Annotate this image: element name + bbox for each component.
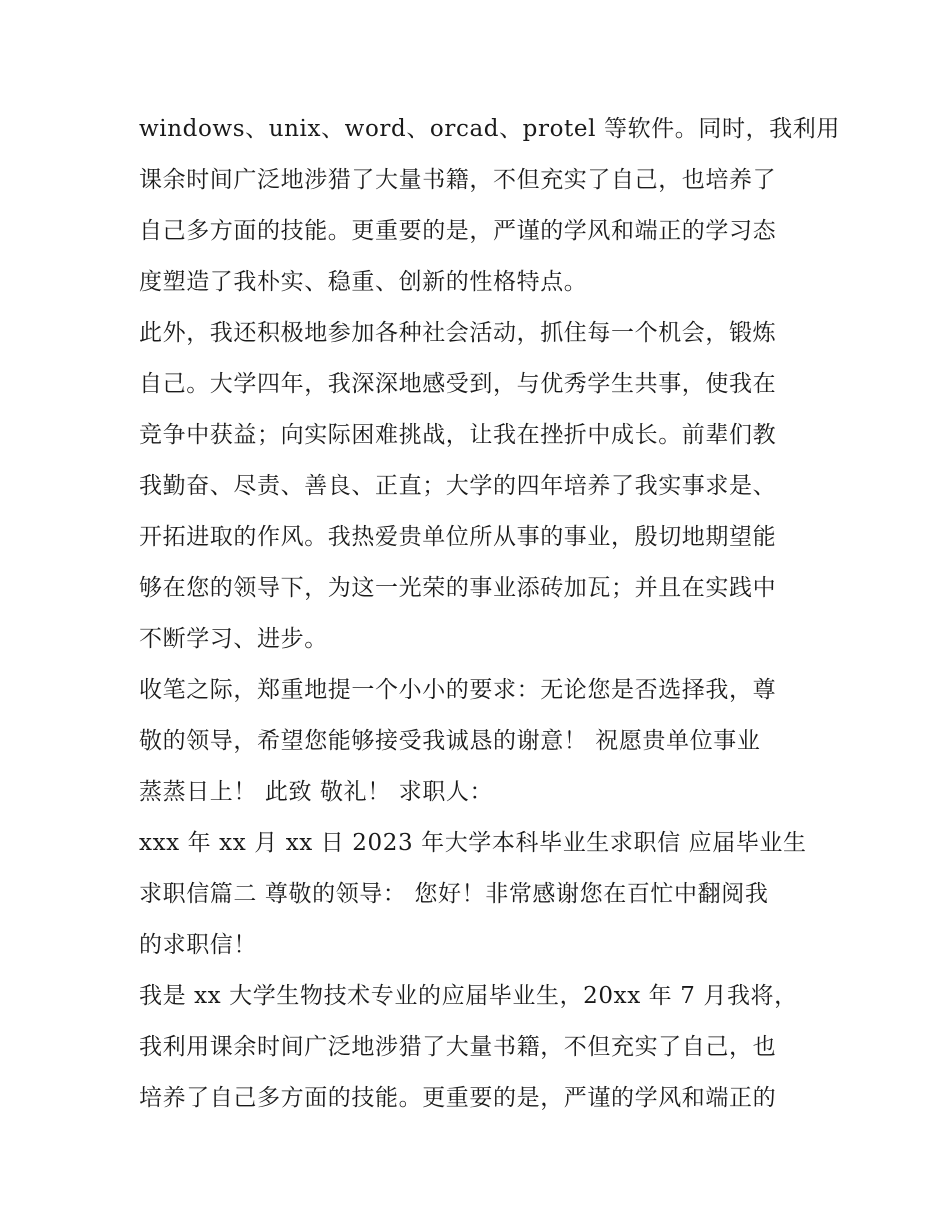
- text-line: 课余时间广泛地涉猎了大量书籍，不但充实了自己，也培养了: [139, 167, 777, 193]
- text-line: 收笔之际，郑重地提一个小小的要求：无论您是否选择我，尊: [139, 677, 777, 703]
- paragraph-closing: [139, 665, 819, 818]
- text-line: 我勤奋、尽责、善良、正直；大学的四年培养了我实事求是、: [139, 473, 777, 499]
- paragraph-introduction: [139, 971, 819, 1124]
- text-line: 蒸蒸日上！ 此致 敬礼！ 求职人：: [139, 779, 494, 805]
- text-line: 敬的领导，希望您能够接受我诚恳的谢意！ 祝愿贵单位事业: [139, 728, 761, 754]
- text-line: 培养了自己多方面的技能。更重要的是，严谨的学风和端正的: [139, 1085, 777, 1111]
- text-line: 此外，我还积极地参加各种社会活动，抓住每一个机会，锻炼: [139, 320, 777, 346]
- text-line: 的求职信！: [139, 932, 257, 958]
- text-line: 不断学习、进步。: [139, 626, 328, 652]
- text-line: 求职信篇二 尊敬的领导： 您好！非常感谢您在百忙中翻阅我: [139, 881, 769, 907]
- text-line: 我利用课余时间广泛地涉猎了大量书籍，不但充实了自己，也: [139, 1034, 777, 1060]
- text-line: 开拓进取的作风。我热爱贵单位所从事的事业，殷切地期望能: [139, 524, 777, 550]
- text-line: 自己多方面的技能。更重要的是，严谨的学风和端正的学习态: [139, 218, 777, 244]
- document-body: [139, 104, 840, 1124]
- text-line: 自己。大学四年，我深深地感受到，与优秀学生共事，使我在: [139, 371, 777, 397]
- paragraph-skills: [139, 104, 840, 308]
- text-line: 够在您的领导下，为这一光荣的事业添砖加瓦；并且在实践中: [139, 575, 777, 601]
- paragraph-activities: [139, 308, 819, 665]
- text-line: windows、unix、word、orcad、protel 等软件。同时，我利用: [139, 116, 840, 142]
- text-line: 度塑造了我朴实、稳重、创新的性格特点。: [139, 269, 588, 295]
- text-line: 我是 xx 大学生物技术专业的应届毕业生，20xx 年 7 月我将，: [139, 983, 798, 1009]
- text-line: xxx 年 xx 月 xx 日 2023 年大学本科毕业生求职信 应届毕业生: [139, 830, 807, 856]
- text-line: 竞争中获益；向实际困难挑战，让我在挫折中成长。前辈们教: [139, 422, 777, 448]
- paragraph-date-second-letter: [139, 818, 819, 971]
